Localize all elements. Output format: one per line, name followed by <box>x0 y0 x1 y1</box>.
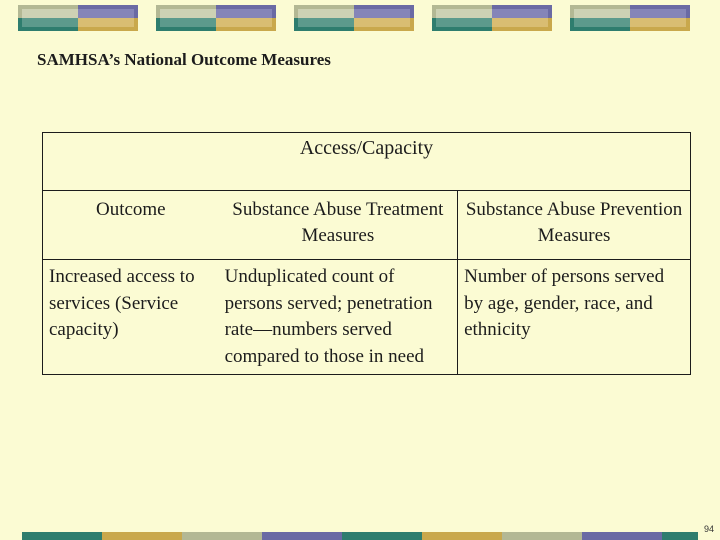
decor-tile <box>18 5 138 31</box>
table-caption-row <box>43 133 691 191</box>
decor-tile <box>156 5 276 31</box>
cell-prevention-measure: Number of persons served by age, gender, race, and ethnicity <box>458 260 691 375</box>
decor-tile <box>570 5 690 31</box>
header-treatment-measures: Substance Abuse Treatment Measures <box>219 191 458 260</box>
slide-title: SAMHSA’s National Outcome Measures <box>37 50 331 69</box>
cell-outcome: Increased access to services (Service capacity) <box>43 260 219 375</box>
decor-tile <box>294 5 414 31</box>
table-caption: Access/Capacity <box>43 133 691 191</box>
header-decoration <box>0 5 720 39</box>
header-outcome: Outcome <box>43 191 219 260</box>
footer-decoration <box>0 532 720 540</box>
decor-tile <box>432 5 552 31</box>
cell-treatment-measure: Unduplicated count of persons served; penetration rate—numbers served compared to those in need <box>219 260 458 375</box>
outcome-measures-table <box>42 132 691 375</box>
page-number: 94 <box>703 524 714 534</box>
table-row <box>43 260 691 375</box>
table-header-row <box>43 191 691 260</box>
header-prevention-measures: Substance Abuse Prevention Measures <box>458 191 691 260</box>
